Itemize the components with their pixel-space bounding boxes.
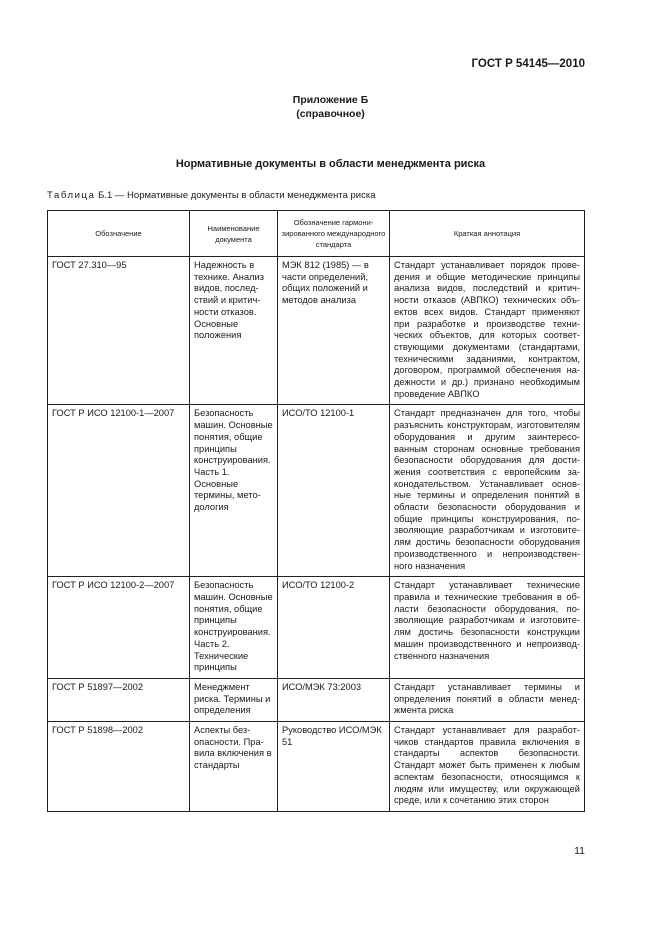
cell-annotation: Стандарт устанавливает порядок проведения и общие методические принципы анализа видов, последствий и критичности отказов (АВПКО) технических объектов всех видов. Стандарт применяют при разработке и производстве технических объектов, для которых соответствующими документами (стандартами, техническими заданиями, контрактом, договором, программой обеспечения надежности и др.) признано необходимым проведение АВПКО <box>390 257 585 405</box>
table-row <box>48 257 585 405</box>
cell-designation: ГОСТ 27.310—95 <box>48 257 190 405</box>
table-row <box>48 405 585 577</box>
table-caption <box>47 190 376 201</box>
header-intl-standard: Обозначение гармонизированного международного стандарта <box>278 211 390 257</box>
cell-intl-standard: МЭК 812 (1985) — в части определений, общих положений и методов анализа <box>278 257 390 405</box>
appendix-subtitle: (справочное) <box>296 108 365 120</box>
header-designation: Обозначение <box>48 211 190 257</box>
table-row <box>48 577 585 679</box>
table-header-row <box>48 211 585 257</box>
cell-designation: ГОСТ Р ИСО 12100-2—2007 <box>48 577 190 679</box>
cell-intl-standard: ИСО/ТО 12100-1 <box>278 405 390 577</box>
table-row <box>48 678 585 721</box>
cell-designation: ГОСТ Р 51897—2002 <box>48 678 190 721</box>
table-caption-number: Б.1 <box>98 190 113 201</box>
cell-intl-standard: ИСО/ТО 12100-2 <box>278 577 390 679</box>
header-name: Наименование документа <box>190 211 278 257</box>
table-row <box>48 722 585 812</box>
cell-name: Менеджмент риска. Термины и определения <box>190 678 278 721</box>
cell-name: Аспекты безопасности. Правила включения в стандарты <box>190 722 278 812</box>
cell-name: Безопасность машин. Основные понятия, общие принципы конструирования. Часть 1. Основные термины, методология <box>190 405 278 577</box>
section-title: Нормативные документы в области менеджмента риска <box>175 158 486 170</box>
cell-annotation: Стандарт предназначен для того, чтобы разъяснить конструкторам, изготовителям оборудования и другим заинтересованным сторонам основные требования безопасности оборудования для достижения соответствия с европейским законодательством. Устанавливает основные термины и определения понятий в области безопасности оборудования и общие принципы конструирования, позволяющие разработчикам и изготовителям достичь безопасности оборудования производственного и непроизводственного назначения <box>390 405 585 577</box>
cell-name: Безопасность машин. Основные понятия, общие принципы конструирования. Часть 2. Технические принципы <box>190 577 278 679</box>
cell-intl-standard: Руководство ИСО/МЭК 51 <box>278 722 390 812</box>
page-number: 11 <box>574 845 585 857</box>
table-caption-text: — Нормативные документы в области менеджмента риска <box>114 190 376 201</box>
cell-designation: ГОСТ Р ИСО 12100-1—2007 <box>48 405 190 577</box>
cell-annotation: Стандарт устанавливает термины и определения понятий в области менеджмента риска <box>390 678 585 721</box>
standards-table <box>47 210 585 812</box>
cell-designation: ГОСТ Р 51898—2002 <box>48 722 190 812</box>
cell-annotation: Стандарт устанавливает технические правила и технические требования в области безопасности оборудования, позволяющие разработчикам и изготовителям достичь безопасности конструкции машин производственного и непроизводственного назначения <box>390 577 585 679</box>
cell-name: Надежность в технике. Анализ видов, последствий и критичности отказов. Основные положения <box>190 257 278 405</box>
appendix-title: Приложение Б <box>292 94 369 106</box>
cell-annotation: Стандарт устанавливает для разработчиков стандартов правила включения в стандарты аспектов безопасности. Стандарт может быть применен к любым аспектам безопасности, относящимся к людям или имуществу, или окружающей среде, или к сочетанию этих сторон <box>390 722 585 812</box>
table-caption-label: Таблица <box>47 190 96 201</box>
appendix-heading <box>0 93 661 121</box>
header-annotation: Краткая аннотация <box>390 211 585 257</box>
cell-intl-standard: ИСО/МЭК 73:2003 <box>278 678 390 721</box>
document-code: ГОСТ Р 54145—2010 <box>471 58 585 70</box>
